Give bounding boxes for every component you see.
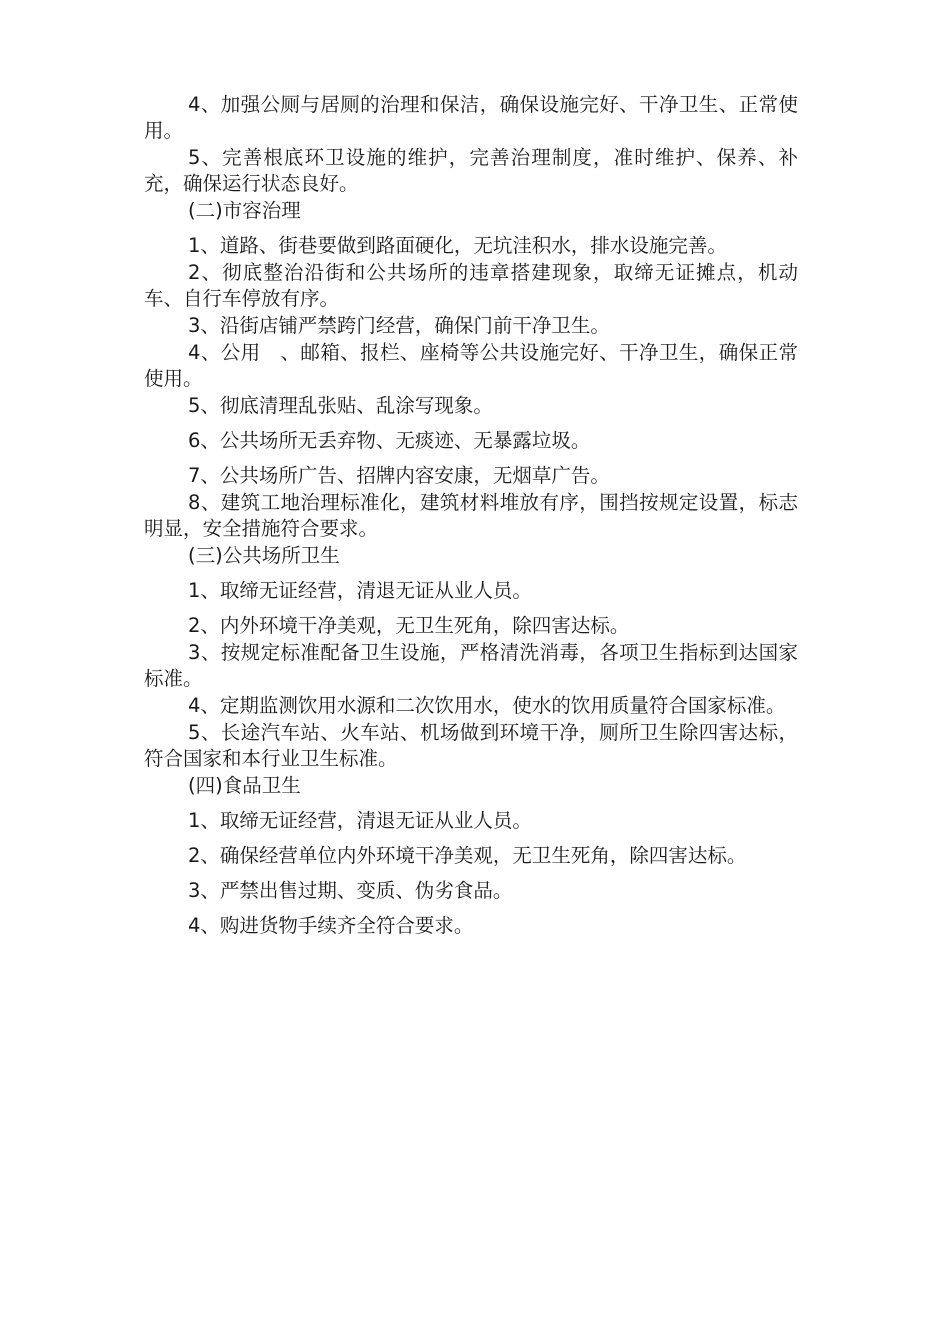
section-heading: (三)公共场所卫生	[188, 544, 340, 567]
paragraph: 5、长途汽车站、火车站、机场做到环境干净，厕所卫生除四害达标，符合国家和本行业卫生标准。	[144, 721, 798, 770]
paragraph: 2、确保经营单位内外环境干净美观，无卫生死角，除四害达标。	[188, 844, 747, 867]
document-body	[144, 92, 798, 948]
paragraph: 8、建筑工地治理标准化，建筑材料堆放有序，围挡按规定设置，标志明显，安全措施符合要求。	[144, 491, 798, 540]
paragraph: 4、购进货物手续齐全符合要求。	[188, 914, 474, 937]
paragraph: 5、完善根底环卫设施的维护，完善治理制度，准时维护、保养、补充，确保运行状态良好。	[144, 146, 798, 195]
paragraph: 3、沿街店铺严禁跨门经营，确保门前干净卫生。	[188, 314, 610, 337]
paragraph: 4、定期监测饮用水源和二次饮用水，使水的饮用质量符合国家标准。	[188, 694, 786, 717]
paragraph: 4、加强公厕与居厕的治理和保洁，确保设施完好、干净卫生、正常使用。	[144, 93, 798, 142]
paragraph: 2、内外环境干净美观，无卫生死角，除四害达标。	[188, 614, 630, 637]
paragraph: 3、按规定标准配备卫生设施，严格清洗消毒，各项卫生指标到达国家标准。	[144, 641, 798, 690]
section-heading: (四)食品卫生	[188, 774, 301, 797]
paragraph: 2、彻底整治沿街和公共场所的违章搭建现象，取缔无证摊点，机动车、自行车停放有序。	[144, 261, 798, 310]
paragraph: 6、公共场所无丢弃物、无痰迹、无暴露垃圾。	[188, 429, 591, 452]
paragraph: 1、取缔无证经营，清退无证从业人员。	[188, 809, 532, 832]
paragraph: 4、公用 、邮箱、报栏、座椅等公共设施完好、干净卫生，确保正常使用。	[144, 341, 798, 390]
section-heading: (二)市容治理	[188, 199, 301, 222]
paragraph: 1、道路、街巷要做到路面硬化，无坑洼积水，排水设施完善。	[188, 234, 727, 257]
paragraph: 5、彻底清理乱张贴、乱涂写现象。	[188, 394, 493, 417]
paragraph: 7、公共场所广告、招牌内容安康，无烟草广告。	[188, 464, 610, 487]
paragraph: 3、严禁出售过期、变质、伪劣食品。	[188, 879, 513, 902]
paragraph: 1、取缔无证经营，清退无证从业人员。	[188, 579, 532, 602]
